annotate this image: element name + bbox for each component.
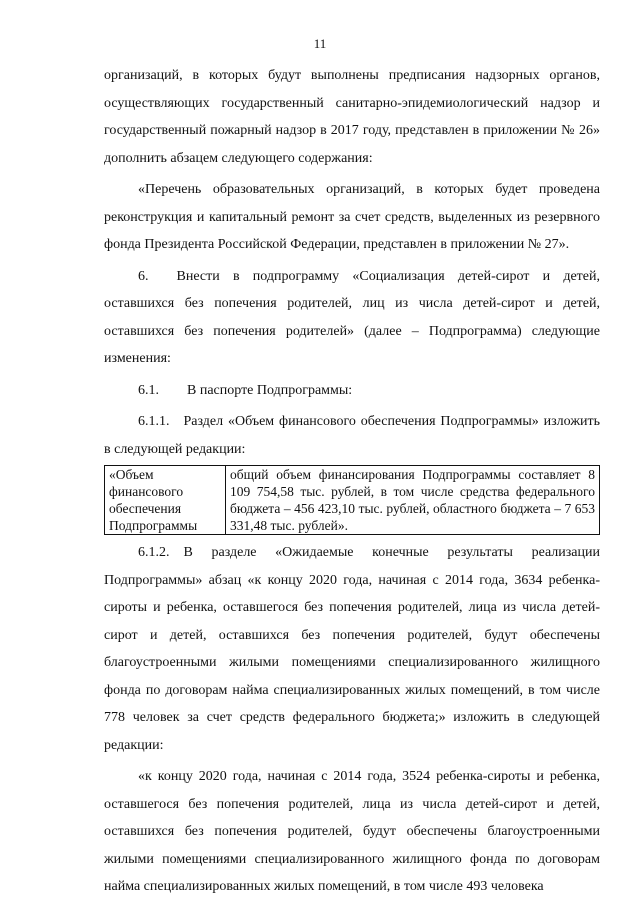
paragraph-1: организаций, в которых будут выполнены предписания надзорных органов, осуществляющих государственный санитарно-эпидемиологический надзор и государственный пожарный надзор в 2017 году, представлен в приложении № 26» дополнить абзацем следующего содержания: [104, 68, 600, 166]
paragraph-5: 6.1.1. Раздел «Объем финансового обеспечения Подпрограммы» изложить в следующей редакции: [104, 414, 600, 457]
document-body [104, 62, 600, 901]
table-label-cell: «Объем финансового обеспечения Подпрограммы [105, 466, 226, 535]
paragraph-2: «Перечень образовательных организаций, в которых будет проведена реконструкция и капитальный ремонт за счет средств, выделенных из резервного фонда Президента Российской Федерации, представлен в приложении № 27». [104, 182, 600, 252]
table-row [105, 466, 600, 535]
paragraph-7: «к концу 2020 года, начиная с 2014 года, 3524 ребенка-сироты и ребенка, оставшегося без попечения родителей, лица из числа детей-сирот и детей, оставшихся без попечения родителей, будут обеспечены благоустроенными жилыми помещениями специализированного жилищного фонда по договорам найма специализированных жилых помещений, в том числе 493 человека [104, 769, 600, 894]
financing-table [104, 465, 600, 535]
paragraph-3: 6. Внести в подпрограмму «Социализация детей-сирот и детей, оставшихся без попечения родителей, лиц из числа детей-сирот и детей, оставшихся без попечения родителей» (далее – Подпрограмма) следующие изменения: [104, 268, 600, 366]
table-value-cell: общий объем финансирования Подпрограммы составляет 8 109 754,58 тыс. рублей, в том числе средства федерального бюджета – 456 423,10 тыс. рублей, областного бюджета – 7 653 331,48 тыс. рублей». [226, 466, 600, 535]
paragraph-6: 6.1.2. В разделе «Ожидаемые конечные результаты реализации Подпрограммы» абзац «к концу 2020 года, начиная с 2014 года, 3634 ребенка-сироты и ребенка, оставшегося без попечения родителей, лица из числа детей-сирот и детей, оставшихся без попечения родителей, будут обеспечены благоустроенными жилыми помещениями специализированного жилищного фонда по договорам найма специализированных жилых помещений, в том числе 778 человек за счет средств федерального бюджета;» изложить в следующей редакции: [104, 545, 600, 753]
page-number: 11 [313, 36, 327, 51]
paragraph-4: 6.1. В паспорте Подпрограммы: [138, 382, 353, 398]
